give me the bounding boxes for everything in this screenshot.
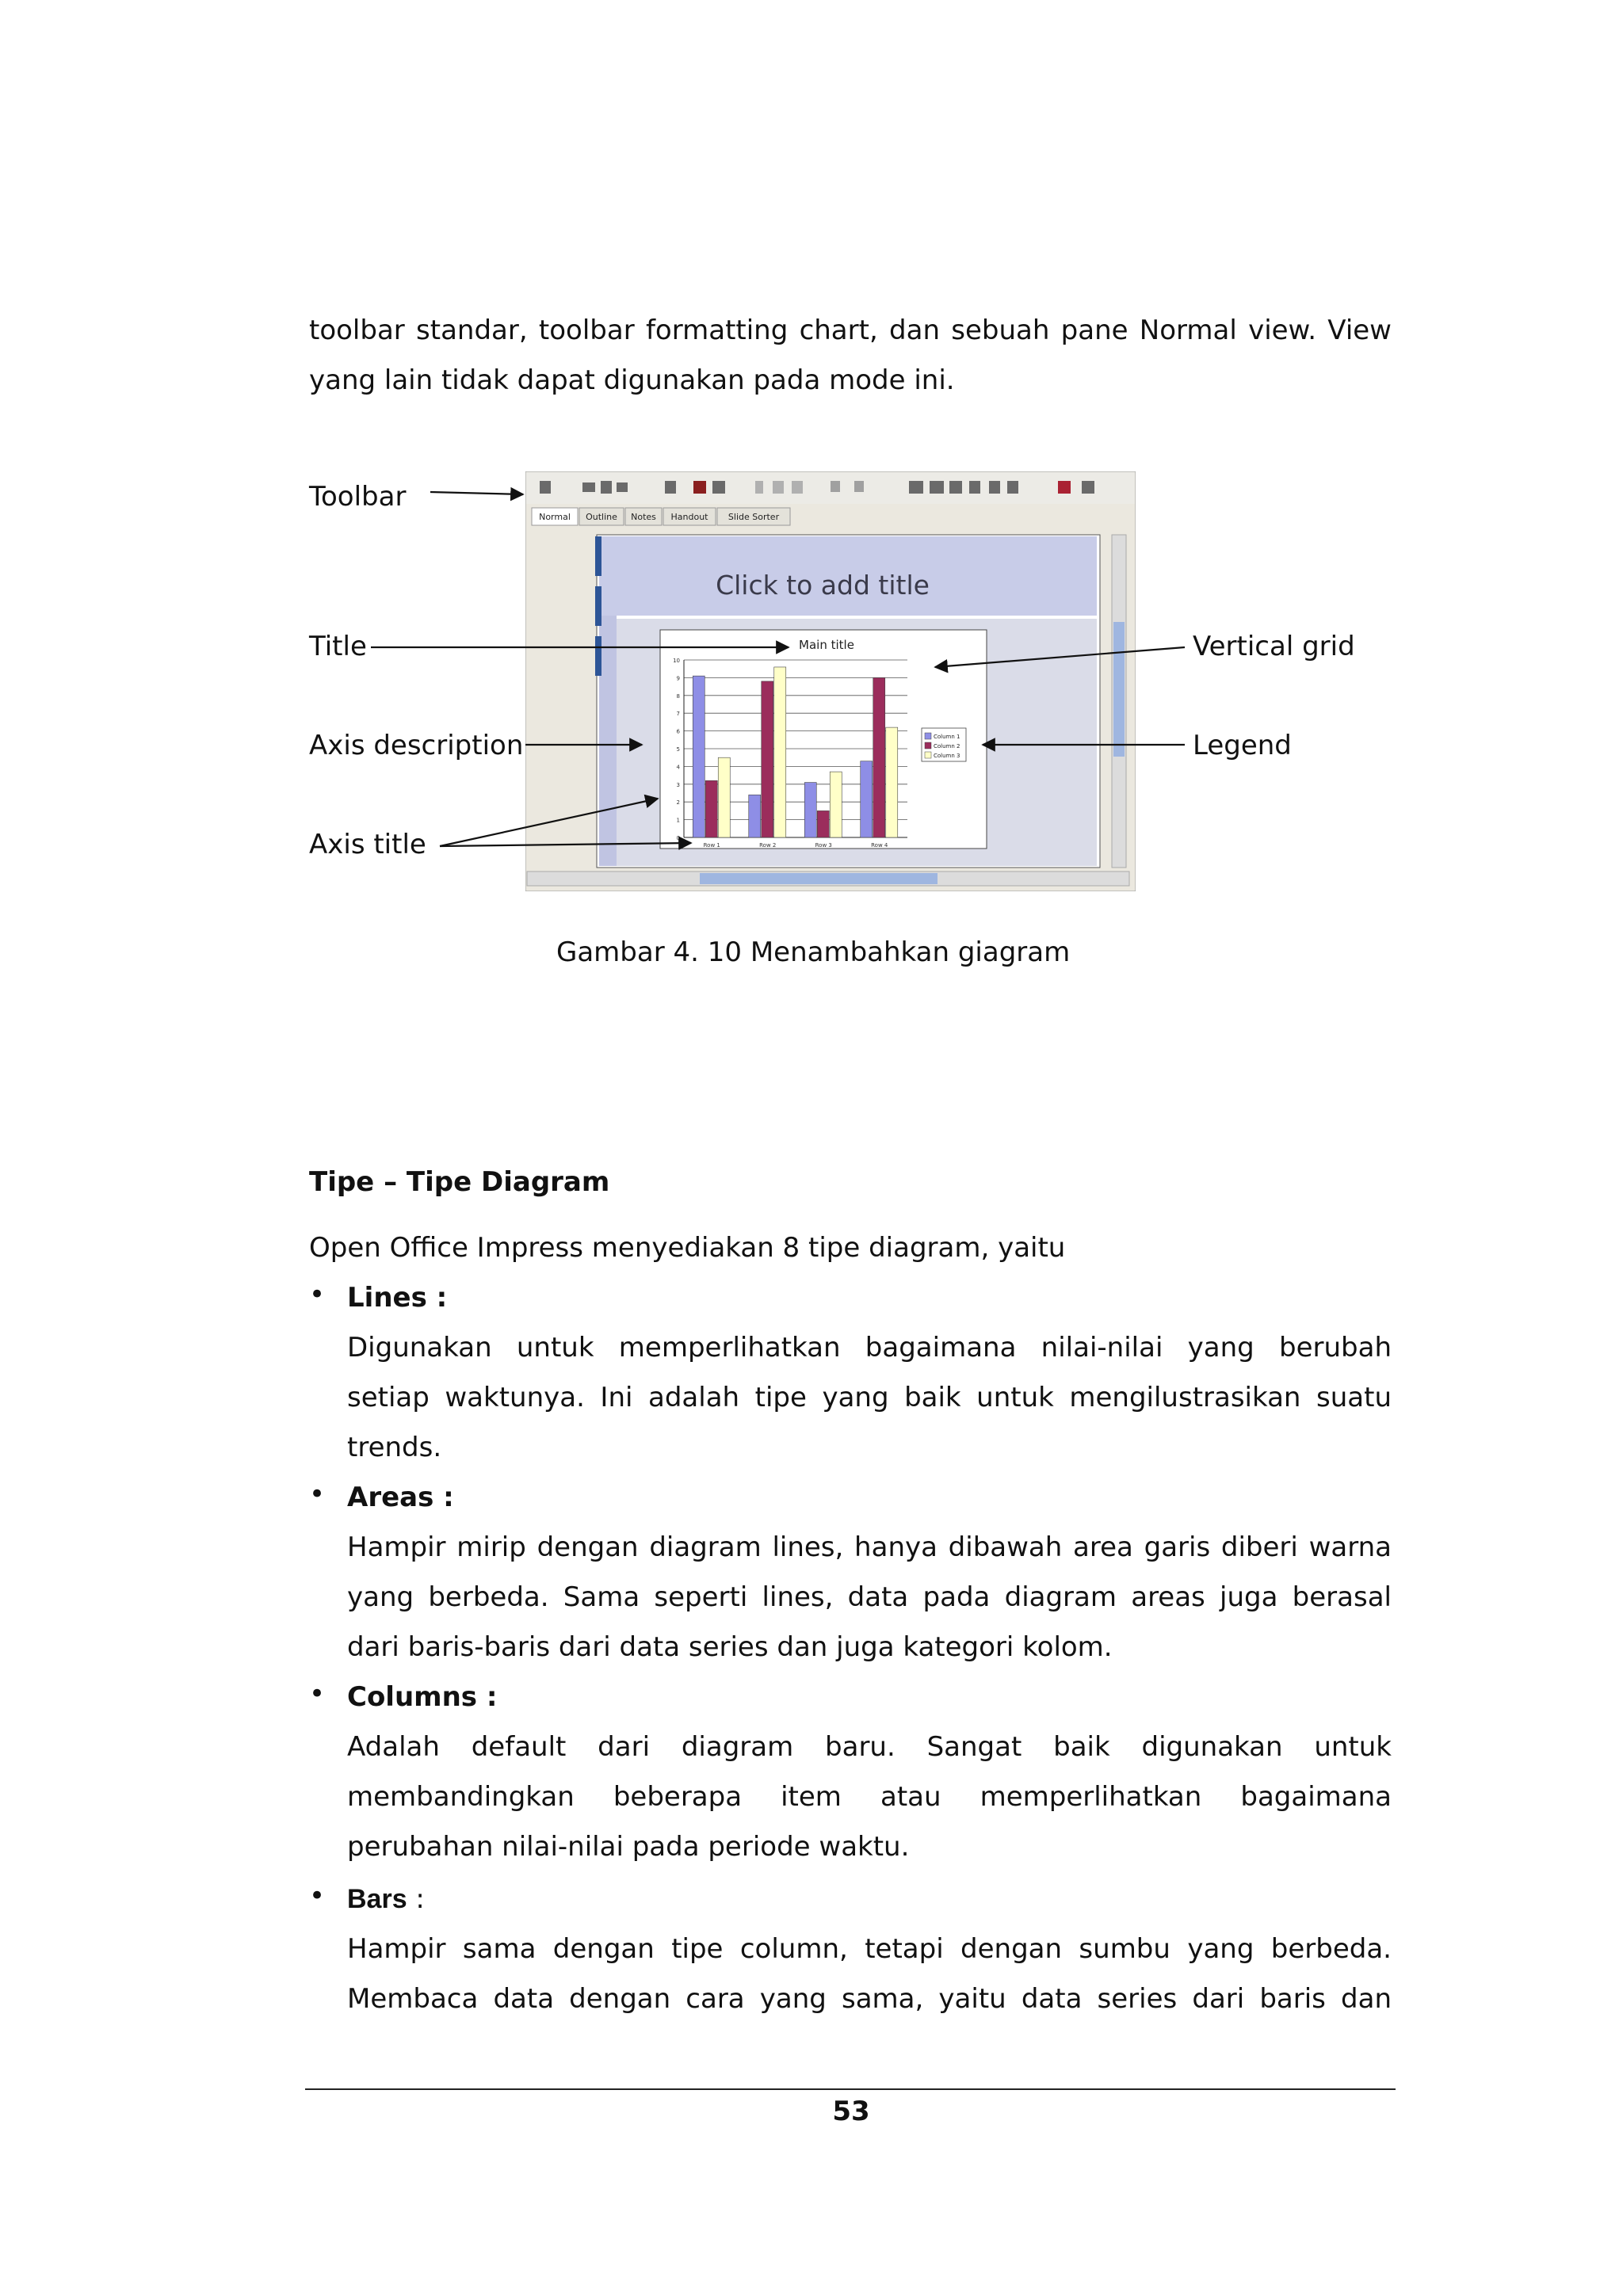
label-vertical-grid: Vertical grid [1193, 631, 1355, 662]
arrow-vertical-grid [935, 647, 1185, 667]
bullet-marker: • [309, 1880, 326, 1912]
arrow-axis-title-1 [440, 799, 658, 846]
tab-label: Normal [539, 512, 571, 522]
y-tick-label: 10 [673, 658, 680, 664]
figure-caption: Gambar 4. 10 Menambahkan giagram [556, 936, 1071, 968]
y-tick-label: 2 [676, 799, 680, 807]
tab-label: Notes [631, 512, 656, 522]
label-legend: Legend [1193, 730, 1292, 761]
item-line: setiap waktunya. Ini adalah tipe yang baik untuk mengilustrasikan suatu [347, 1382, 1392, 1413]
bullet-marker: • [309, 1478, 326, 1510]
chart-title: Main title [799, 638, 854, 652]
intro-line-2: yang lain tidak dapat digunakan pada mode ini. [309, 364, 955, 396]
tab-label: Outline [586, 512, 617, 522]
intro-line-1: toolbar standar, toolbar formatting chart, dan sebuah pane Normal view. View [309, 315, 1392, 346]
legend-label: Column 2 [934, 743, 960, 749]
tab-label: Handout [670, 512, 708, 522]
item-line: Digunakan untuk memperlihatkan bagaimana nilai-nilai yang berubah [347, 1332, 1392, 1363]
slide-title-placeholder: Click to add title [716, 570, 930, 601]
item-line: Hampir mirip dengan diagram lines, hanya dibawah area garis diberi warna [347, 1531, 1392, 1563]
page-number: 53 [832, 2096, 870, 2127]
y-tick-label: 7 [676, 711, 680, 718]
footer-rule [305, 2088, 1396, 2090]
label-axis-title: Axis title [309, 829, 426, 860]
y-tick-label: 0 [676, 835, 680, 841]
y-tick-label: 5 [676, 746, 680, 753]
y-tick-label: 6 [676, 728, 680, 735]
item-line: Hampir sama dengan tipe column, tetapi dengan sumbu yang berbeda. [347, 1933, 1392, 1965]
arrow-toolbar [430, 492, 523, 494]
item-line: dari baris-baris dari data series dan juga kategori kolom. [347, 1631, 1113, 1663]
y-tick-label: 4 [676, 764, 680, 771]
y-tick-label: 1 [676, 817, 680, 824]
section-intro: Open Office Impress menyediakan 8 tipe diagram, yaitu [309, 1232, 1066, 1264]
x-category-label: Row 3 [815, 842, 832, 849]
x-category-label: Row 4 [871, 842, 888, 849]
label-axis-description: Axis description [309, 730, 524, 761]
legend-label: Column 1 [934, 734, 960, 740]
arrow-axis-title-2 [440, 843, 691, 846]
item-title-columns: Columns : [347, 1681, 498, 1713]
item-line: yang berbeda. Sama seperti lines, data pada diagram areas juga berasal [347, 1581, 1392, 1613]
x-category-label: Row 1 [703, 842, 720, 849]
bullet-marker: • [309, 1279, 326, 1310]
item-line: Membaca data dengan cara yang sama, yaitu data series dari baris dan [347, 1983, 1392, 2015]
item-line: trends. [347, 1432, 442, 1463]
y-tick-label: 8 [676, 692, 680, 700]
y-tick-label: 9 [676, 675, 680, 682]
item-line: Adalah default dari diagram baru. Sangat baik digunakan untuk [347, 1731, 1392, 1763]
y-tick-label: 3 [676, 781, 680, 788]
item-title-areas: Areas : [347, 1482, 454, 1513]
x-category-label: Row 2 [759, 842, 777, 849]
section-title: Tipe – Tipe Diagram [309, 1166, 610, 1198]
legend-label: Column 3 [934, 753, 960, 759]
item-line: perubahan nilai-nilai pada periode waktu. [347, 1831, 910, 1863]
tab-label: Slide Sorter [727, 512, 780, 522]
bullet-marker: • [309, 1678, 326, 1710]
label-toolbar: Toolbar [309, 481, 407, 513]
label-title: Title [309, 631, 367, 662]
item-line: membandingkan beberapa item atau memperlihatkan bagaimana [347, 1781, 1392, 1813]
item-title-lines: Lines : [347, 1282, 448, 1314]
item-title-bars: Bars : [347, 1883, 425, 1915]
